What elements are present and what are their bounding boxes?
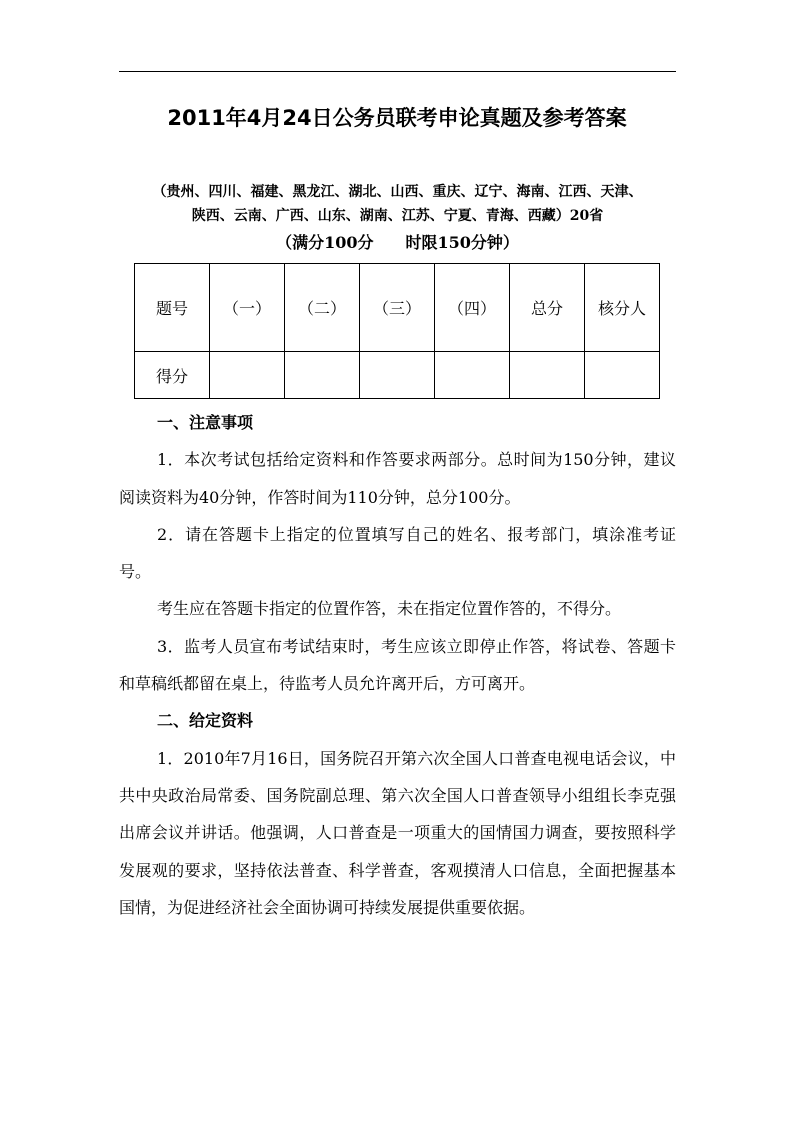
document-body xyxy=(119,404,676,926)
paragraph: 3．监考人员宣布考试结束时，考生应该立即停止作答，将试卷、答题卡和草稿纸都留在桌上，待监考人员允许离开后，方可离开。 xyxy=(119,636,676,694)
score-table-header-cell: （三） xyxy=(360,264,435,352)
paragraph: 1．本次考试包括给定资料和作答要求两部分。总时间为150分钟，建议阅读资料为40分钟，作答时间为110分钟，总分100分。 xyxy=(119,450,676,507)
paragraph: 1．2010年7月16日，国务院召开第六次全国人口普查电视电话会议，中共中央政治局常委、国务院副总理、第六次全国人口普查领导小组组长李克强出席会议并讲话。他强调，人口普查是一项重大的国情国力调查，要按照科学发展观的要求，坚持依法普查、科学普查，客观摸清人口信息，全面把握基本国情，为促进经济社会全面协调可持续发展提供重要依据。 xyxy=(119,748,676,917)
score-table-header-row xyxy=(135,264,660,352)
score-table-score-row xyxy=(135,352,660,399)
score-table-header-cell: （一） xyxy=(210,264,285,352)
header-rule xyxy=(119,71,676,72)
score-table-header-cell: （四） xyxy=(435,264,510,352)
score-cell xyxy=(435,352,510,399)
score-cell xyxy=(585,352,660,399)
score-cell xyxy=(360,352,435,399)
exam-timing: （满分100分 时限150分钟） xyxy=(276,233,519,252)
score-table xyxy=(134,263,660,399)
section-heading-materials: 二、给定资料 xyxy=(157,711,254,731)
score-row-label: 得分 xyxy=(135,352,210,399)
section-heading-notes: 一、注意事项 xyxy=(157,413,254,432)
province-line-1: （贵州、四川、福建、黑龙江、湖北、山西、重庆、辽宁、海南、江西、天津、 xyxy=(152,184,643,200)
score-cell xyxy=(210,352,285,399)
score-table-header-cell: 题号 xyxy=(135,264,210,352)
paragraph: 2．请在答题卡上指定的位置填写自己的姓名、报考部门，填涂准考证号。 xyxy=(119,524,676,582)
score-table-header-cell: （二） xyxy=(285,264,360,352)
province-line-2: 陕西、云南、广西、山东、湖南、江苏、宁夏、青海、西藏）20省 xyxy=(191,208,604,224)
page-title: 2011年4月24日公务员联考申论真题及参考答案 xyxy=(167,106,627,130)
paragraph: 考生应在答题卡指定的位置作答，未在指定位置作答的，不得分。 xyxy=(157,599,622,619)
province-list xyxy=(119,180,676,228)
score-cell xyxy=(510,352,585,399)
score-cell xyxy=(285,352,360,399)
score-table-header-cell: 总分 xyxy=(510,264,585,352)
score-table-header-cell: 核分人 xyxy=(585,264,660,352)
